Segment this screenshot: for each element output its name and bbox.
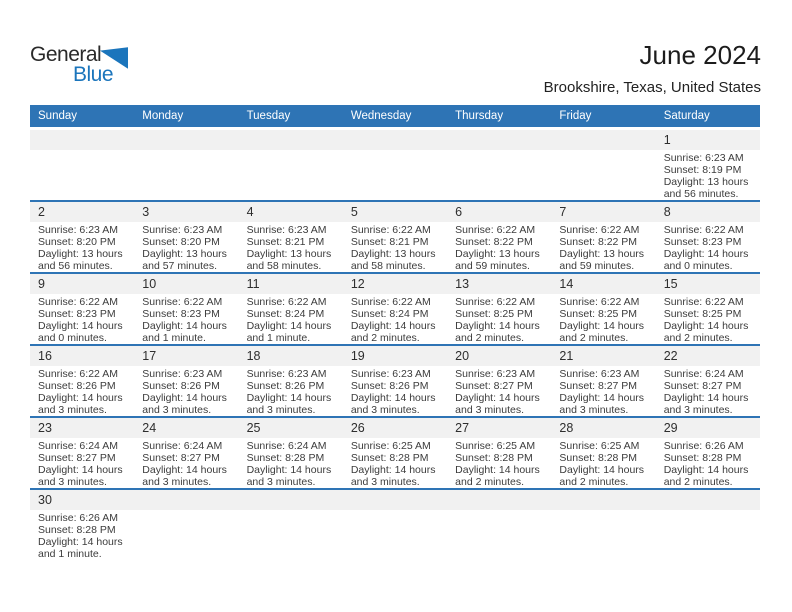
day-cell <box>656 150 760 200</box>
day-detail-line: Sunset: 8:26 PM <box>142 380 220 392</box>
logo-text-blue: Blue <box>73 63 114 86</box>
day-cell <box>239 222 343 272</box>
day-detail-line: Daylight: 13 hours <box>38 248 123 260</box>
day-detail-line: and 1 minute. <box>246 332 311 344</box>
weekday-header-tuesday: Tuesday <box>246 110 291 122</box>
empty-day-number <box>447 490 551 510</box>
day-cell <box>551 222 655 272</box>
day-detail-line: Sunrise: 6:23 AM <box>559 368 640 380</box>
day-detail-line: Sunrise: 6:22 AM <box>559 296 640 308</box>
day-detail-line: and 2 minutes. <box>559 332 629 344</box>
day-detail-line: and 3 minutes. <box>38 476 107 488</box>
week-row <box>30 418 760 490</box>
week-row <box>30 274 760 346</box>
day-detail-line: and 59 minutes. <box>559 260 635 272</box>
day-cell <box>239 294 343 344</box>
weekday-header-wednesday: Wednesday <box>350 110 412 122</box>
empty-day-cell <box>551 150 655 200</box>
day-number: 27 <box>455 421 470 435</box>
day-detail-line: Sunrise: 6:24 AM <box>663 368 744 380</box>
day-number: 6 <box>455 205 463 219</box>
empty-day-cell <box>134 510 238 560</box>
day-detail-line: Daylight: 14 hours <box>38 392 123 404</box>
day-detail-line: and 3 minutes. <box>350 476 420 488</box>
day-detail-line: Daylight: 13 hours <box>142 248 227 260</box>
day-detail-band <box>30 510 760 560</box>
day-cell <box>134 438 238 488</box>
day-detail-line: Sunrise: 6:22 AM <box>455 296 536 308</box>
day-detail-line: Sunrise: 6:22 AM <box>663 224 744 236</box>
day-number: 24 <box>142 421 157 435</box>
day-number: 8 <box>663 205 671 219</box>
day-detail-line: and 58 minutes. <box>350 260 426 272</box>
day-number: 14 <box>559 277 574 291</box>
day-number-band <box>30 418 760 438</box>
day-detail-line: Sunrise: 6:26 AM <box>663 440 744 452</box>
day-number: 26 <box>350 421 365 435</box>
day-detail-line: Sunset: 8:28 PM <box>455 452 533 464</box>
day-number: 29 <box>663 421 678 435</box>
day-detail-line: Sunset: 8:20 PM <box>38 236 116 248</box>
day-number-band <box>30 490 760 510</box>
empty-day-cell <box>239 150 343 200</box>
week-row <box>30 490 760 560</box>
weekday-header-friday: Friday <box>559 110 592 122</box>
empty-day-cell <box>239 510 343 560</box>
day-number: 30 <box>38 493 52 507</box>
day-number: 12 <box>350 277 365 291</box>
day-detail-line: and 3 minutes. <box>246 476 316 488</box>
day-detail-line: Sunset: 8:22 PM <box>455 236 533 248</box>
day-cell <box>134 294 238 344</box>
day-number: 3 <box>142 205 150 219</box>
day-detail-line: Sunrise: 6:22 AM <box>350 296 431 308</box>
day-detail-line: Sunset: 8:28 PM <box>38 524 116 536</box>
weekday-header-monday: Monday <box>142 110 184 122</box>
day-detail-line: Sunset: 8:25 PM <box>559 308 638 320</box>
day-detail-line: Sunrise: 6:23 AM <box>350 368 431 380</box>
day-detail-line: and 3 minutes. <box>38 404 107 416</box>
day-detail-line: and 3 minutes. <box>142 404 212 416</box>
day-detail-line: Daylight: 14 hours <box>663 248 749 260</box>
day-detail-line: Daylight: 13 hours <box>350 248 436 260</box>
day-number: 4 <box>246 205 254 219</box>
day-cell <box>447 366 551 416</box>
day-detail-line: Sunrise: 6:25 AM <box>455 440 536 452</box>
empty-day-number <box>551 130 655 150</box>
day-detail-line: Sunrise: 6:22 AM <box>559 224 640 236</box>
day-detail-line: and 1 minute. <box>38 548 102 560</box>
day-cell <box>30 510 134 560</box>
day-detail-line: Sunset: 8:19 PM <box>663 164 742 176</box>
day-cell <box>551 294 655 344</box>
day-cell <box>656 366 760 416</box>
day-detail-line: Sunset: 8:26 PM <box>38 380 116 392</box>
day-detail-line: Daylight: 14 hours <box>350 464 436 476</box>
day-detail-line: Daylight: 14 hours <box>142 392 227 404</box>
day-number: 10 <box>142 277 157 291</box>
day-detail-line: Sunset: 8:28 PM <box>559 452 638 464</box>
empty-day-cell <box>30 150 134 200</box>
day-number: 16 <box>38 349 52 363</box>
day-detail-band <box>30 294 760 344</box>
day-number: 2 <box>38 205 45 219</box>
day-detail-line: and 0 minutes. <box>663 260 733 272</box>
general-blue-logo <box>30 44 160 84</box>
empty-day-cell <box>134 150 238 200</box>
empty-day-number <box>134 490 238 510</box>
day-detail-line: Daylight: 14 hours <box>663 392 749 404</box>
empty-day-number <box>239 490 343 510</box>
day-detail-line: Sunrise: 6:22 AM <box>246 296 327 308</box>
day-detail-line: Sunrise: 6:22 AM <box>38 296 118 308</box>
day-detail-line: and 59 minutes. <box>455 260 530 272</box>
day-detail-line: Sunrise: 6:22 AM <box>455 224 536 236</box>
day-cell <box>343 438 447 488</box>
day-cell <box>447 438 551 488</box>
day-cell <box>30 294 134 344</box>
day-cell <box>551 366 655 416</box>
day-detail-band <box>30 438 760 488</box>
empty-day-number <box>30 130 134 150</box>
day-cell <box>239 366 343 416</box>
day-detail-line: Sunrise: 6:23 AM <box>246 368 327 380</box>
weekday-header-row <box>30 105 760 127</box>
weekday-header-thursday: Thursday <box>455 110 504 122</box>
day-detail-line: Sunset: 8:24 PM <box>350 308 429 320</box>
day-detail-line: Sunset: 8:27 PM <box>663 380 742 392</box>
day-detail-line: Daylight: 14 hours <box>38 320 123 332</box>
day-number-band <box>30 346 760 366</box>
empty-day-number <box>343 490 447 510</box>
day-cell <box>447 222 551 272</box>
day-detail-line: Daylight: 14 hours <box>350 392 436 404</box>
day-detail-line: Daylight: 14 hours <box>246 464 332 476</box>
day-detail-line: Daylight: 14 hours <box>559 320 645 332</box>
day-number: 17 <box>142 349 157 363</box>
day-detail-line: Sunset: 8:20 PM <box>142 236 220 248</box>
week-row <box>30 202 760 274</box>
day-detail-line: Sunrise: 6:22 AM <box>663 296 744 308</box>
day-cell <box>343 294 447 344</box>
empty-day-cell <box>551 510 655 560</box>
day-cell <box>551 438 655 488</box>
location-subtitle: Brookshire, Texas, United States <box>543 79 761 96</box>
day-detail-line: Daylight: 14 hours <box>246 320 332 332</box>
day-detail-line: and 2 minutes. <box>455 476 525 488</box>
day-detail-line: Sunrise: 6:23 AM <box>246 224 327 236</box>
day-detail-line: Sunrise: 6:23 AM <box>455 368 536 380</box>
day-cell <box>656 222 760 272</box>
day-detail-line: Sunrise: 6:23 AM <box>38 224 118 236</box>
day-detail-line: and 3 minutes. <box>246 404 316 416</box>
day-number: 20 <box>455 349 470 363</box>
day-cell <box>239 438 343 488</box>
day-detail-band <box>30 150 760 200</box>
weekday-header-sunday: Sunday <box>38 110 78 122</box>
empty-day-number <box>656 490 760 510</box>
day-number: 18 <box>246 349 261 363</box>
day-detail-line: Sunset: 8:25 PM <box>663 308 742 320</box>
day-detail-line: Sunrise: 6:25 AM <box>559 440 640 452</box>
day-detail-line: Sunset: 8:23 PM <box>142 308 220 320</box>
day-number-band <box>30 202 760 222</box>
day-detail-line: and 2 minutes. <box>559 476 629 488</box>
day-number-band <box>30 274 760 294</box>
day-detail-line: Sunset: 8:22 PM <box>559 236 638 248</box>
day-detail-line: and 2 minutes. <box>455 332 525 344</box>
day-detail-line: and 3 minutes. <box>455 404 525 416</box>
day-detail-line: Sunset: 8:26 PM <box>350 380 429 392</box>
day-number-band <box>30 130 760 150</box>
day-detail-line: and 3 minutes. <box>350 404 420 416</box>
day-number: 1 <box>663 133 671 147</box>
day-detail-line: Daylight: 13 hours <box>455 248 540 260</box>
day-detail-line: and 0 minutes. <box>38 332 107 344</box>
day-cell <box>656 294 760 344</box>
day-cell <box>447 294 551 344</box>
day-number: 22 <box>663 349 678 363</box>
day-detail-line: Daylight: 14 hours <box>663 320 749 332</box>
day-detail-line: Sunset: 8:28 PM <box>663 452 742 464</box>
day-detail-line: Daylight: 14 hours <box>350 320 436 332</box>
day-detail-line: Sunset: 8:27 PM <box>455 380 533 392</box>
day-detail-line: Sunrise: 6:22 AM <box>350 224 431 236</box>
day-detail-line: and 2 minutes. <box>350 332 420 344</box>
day-detail-line: and 56 minutes. <box>38 260 113 272</box>
day-cell <box>30 438 134 488</box>
day-number: 23 <box>38 421 52 435</box>
empty-day-cell <box>447 510 551 560</box>
day-detail-line: Daylight: 14 hours <box>38 536 123 548</box>
day-detail-line: Sunrise: 6:24 AM <box>38 440 118 452</box>
day-number: 19 <box>350 349 365 363</box>
day-number: 28 <box>559 421 574 435</box>
day-detail-line: and 57 minutes. <box>142 260 217 272</box>
day-detail-line: Sunset: 8:26 PM <box>246 380 325 392</box>
day-detail-line: Sunset: 8:23 PM <box>38 308 116 320</box>
day-detail-line: Sunset: 8:23 PM <box>663 236 742 248</box>
empty-day-cell <box>447 150 551 200</box>
empty-day-cell <box>343 510 447 560</box>
day-detail-line: Daylight: 14 hours <box>559 392 645 404</box>
calendar-grid <box>30 105 760 560</box>
day-number: 15 <box>663 277 678 291</box>
day-detail-line: and 3 minutes. <box>663 404 733 416</box>
day-detail-line: Sunset: 8:21 PM <box>350 236 429 248</box>
day-detail-line: and 3 minutes. <box>142 476 212 488</box>
day-detail-line: Daylight: 14 hours <box>246 392 332 404</box>
empty-day-cell <box>343 150 447 200</box>
title-block <box>544 40 761 96</box>
day-detail-line: Daylight: 14 hours <box>142 320 227 332</box>
day-detail-line: Sunset: 8:27 PM <box>559 380 638 392</box>
empty-day-number <box>134 130 238 150</box>
day-number: 25 <box>246 421 261 435</box>
day-detail-line: Daylight: 14 hours <box>559 464 645 476</box>
empty-day-number <box>551 490 655 510</box>
day-detail-band <box>30 222 760 272</box>
empty-day-cell <box>656 510 760 560</box>
day-detail-line: Sunrise: 6:24 AM <box>142 440 223 452</box>
day-detail-line: Sunrise: 6:25 AM <box>350 440 431 452</box>
day-cell <box>343 366 447 416</box>
empty-day-number <box>447 130 551 150</box>
empty-day-number <box>343 130 447 150</box>
day-detail-line: and 2 minutes. <box>663 476 733 488</box>
day-detail-line: Sunset: 8:25 PM <box>455 308 533 320</box>
day-number: 7 <box>559 205 567 219</box>
day-detail-line: Daylight: 14 hours <box>663 464 749 476</box>
logo-text-general: General <box>30 43 102 66</box>
day-cell <box>30 366 134 416</box>
day-detail-line: Sunrise: 6:23 AM <box>142 224 223 236</box>
day-detail-line: Sunrise: 6:24 AM <box>246 440 327 452</box>
day-detail-line: Sunset: 8:27 PM <box>38 452 116 464</box>
day-detail-line: Daylight: 13 hours <box>663 176 749 188</box>
day-detail-line: Daylight: 14 hours <box>455 464 540 476</box>
day-detail-line: Sunset: 8:28 PM <box>350 452 429 464</box>
day-detail-line: and 2 minutes. <box>663 332 733 344</box>
day-detail-line: Sunset: 8:21 PM <box>246 236 325 248</box>
day-detail-line: Daylight: 13 hours <box>246 248 332 260</box>
weekday-header-saturday: Saturday <box>663 110 710 122</box>
empty-day-number <box>239 130 343 150</box>
day-cell <box>30 222 134 272</box>
day-detail-line: and 3 minutes. <box>559 404 629 416</box>
day-detail-line: Sunrise: 6:23 AM <box>663 152 744 164</box>
day-number: 5 <box>350 205 358 219</box>
day-detail-line: Daylight: 14 hours <box>142 464 227 476</box>
day-cell <box>134 366 238 416</box>
day-detail-line: Sunrise: 6:23 AM <box>142 368 223 380</box>
day-cell <box>343 222 447 272</box>
day-detail-line: and 56 minutes. <box>663 188 739 200</box>
day-detail-line: Sunrise: 6:22 AM <box>38 368 118 380</box>
day-detail-line: Daylight: 14 hours <box>455 392 540 404</box>
day-number: 9 <box>38 277 45 291</box>
day-detail-line: Sunset: 8:27 PM <box>142 452 220 464</box>
day-number: 11 <box>246 277 260 291</box>
page-title: June 2024 <box>639 40 761 70</box>
day-detail-line: Daylight: 14 hours <box>38 464 123 476</box>
day-detail-line: Sunrise: 6:22 AM <box>142 296 223 308</box>
day-detail-line: Daylight: 13 hours <box>559 248 645 260</box>
day-detail-line: Sunset: 8:24 PM <box>246 308 325 320</box>
day-detail-line: and 1 minute. <box>142 332 206 344</box>
week-row <box>30 130 760 202</box>
day-cell <box>134 222 238 272</box>
day-number: 13 <box>455 277 470 291</box>
day-number: 21 <box>559 349 574 363</box>
day-detail-line: Sunset: 8:28 PM <box>246 452 325 464</box>
day-detail-band <box>30 366 760 416</box>
day-cell <box>656 438 760 488</box>
day-detail-line: and 58 minutes. <box>246 260 322 272</box>
day-detail-line: Sunrise: 6:26 AM <box>38 512 118 524</box>
day-detail-line: Daylight: 14 hours <box>455 320 540 332</box>
week-row <box>30 346 760 418</box>
